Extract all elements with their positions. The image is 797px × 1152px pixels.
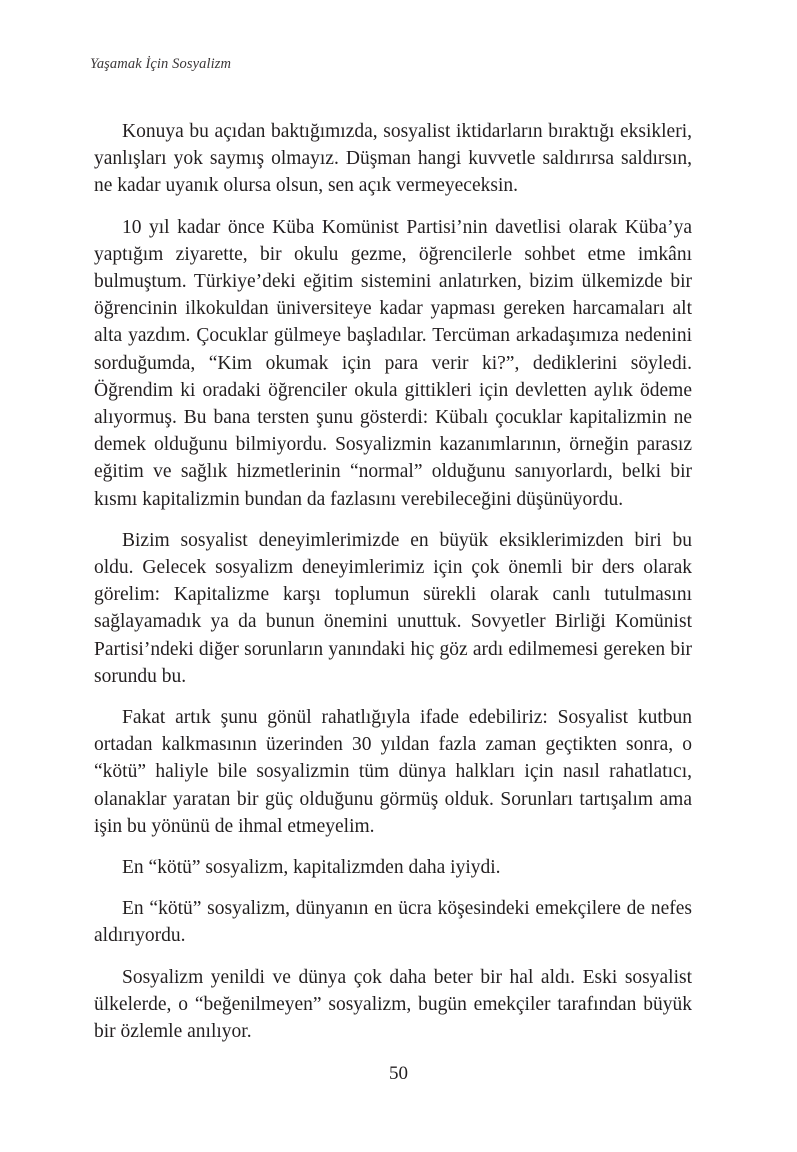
paragraph: En “kötü” sosyalizm, dünyanın en ücra köşesindeki emekçilere de nefes aldırıyordu. <box>94 898 692 947</box>
paragraph: Bizim sosyalist deneyimlerimizde en büyük eksiklerimizden biri bu oldu. Gelecek sosyalizm deneyimlerimiz için çok önemli bir ders olarak görelim: Kapitalizme karşı toplumun sürekli olarak canlı tutulmasını sağlayamadık ya da bunun önemini unuttuk. Sovyetler Birliği Komünist Partisi’ndeki diğer sorunların yanındaki hiç göz ardı edilmemesi gereken bir sorundu bu. <box>94 529 692 687</box>
running-header: Yaşamak İçin Sosyalizm <box>90 56 232 72</box>
paragraph: Sosyalizm yenildi ve dünya çok daha beter bir hal aldı. Eski sosyalist ülkelerde, o “beğenilmeyen” sosyalizm, bugün emekçiler tarafından büyük bir özlemle anılıyor. <box>94 966 692 1043</box>
paragraph: 10 yıl kadar önce Küba Komünist Partisi’nin davetlisi olarak Küba’ya yaptığım ziyarette, bir okulu gezme, öğrencilerle sohbet etme imkânı bulmuştum. Türkiye’deki eğitim sistemini anlatırken, bizim ülkemizde bir öğrencinin ilkokuldan üniversiteye kadar yapması gereken harcamaları alt alta yazdım. Çocuklar gülmeye başladılar. Tercüman arkadaşımıza nedenini sorduğumda, “Kim okumak için para verir ki?”, dediklerini söyledi. Öğrendim ki oradaki öğrenciler okula gittikleri için devletten aylık ödeme alıyormuş. Bu bana tersten şunu gösterdi: Kübalı çocuklar kapitalizmin ne demek olduğunu bilmiyordu. Sosyalizmin kazanımlarının, örneğin parasız eğitim ve sağlık hizmetlerinin “normal” olduğunu sanıyorlardı, belki bir kısmı kapitalizmin bundan da fazlasını verebileceğini düşünüyordu. <box>94 216 692 510</box>
paragraph: Fakat artık şunu gönül rahatlığıyla ifade edebiliriz: Sosyalist kutbun ortadan kalkmasının üzerinden 30 yıldan fazla zaman geçtikten sonra, o “kötü” haliyle bile sosyalizmin tüm dünya halkları için nasıl rahatlatıcı, olanaklar yaratan bir güç olduğunu görmüş olduk. Sorunları tartışalım ama işin bu yönünü de ihmal etmeyelim. <box>94 707 692 837</box>
body-text <box>94 118 692 1059</box>
paragraph: Konuya bu açıdan baktığımızda, sosyalist iktidarların bıraktığı eksikleri, yanlışları yok saymış olmayız. Düşman hangi kuvvetle saldırırsa saldırsın, ne kadar uyanık olursa olsun, sen açık vermeyeceksin. <box>94 121 692 197</box>
page-number: 50 <box>389 1063 408 1084</box>
paragraph: En “kötü” sosyalizm, kapitalizmden daha iyiydi. <box>122 857 501 879</box>
